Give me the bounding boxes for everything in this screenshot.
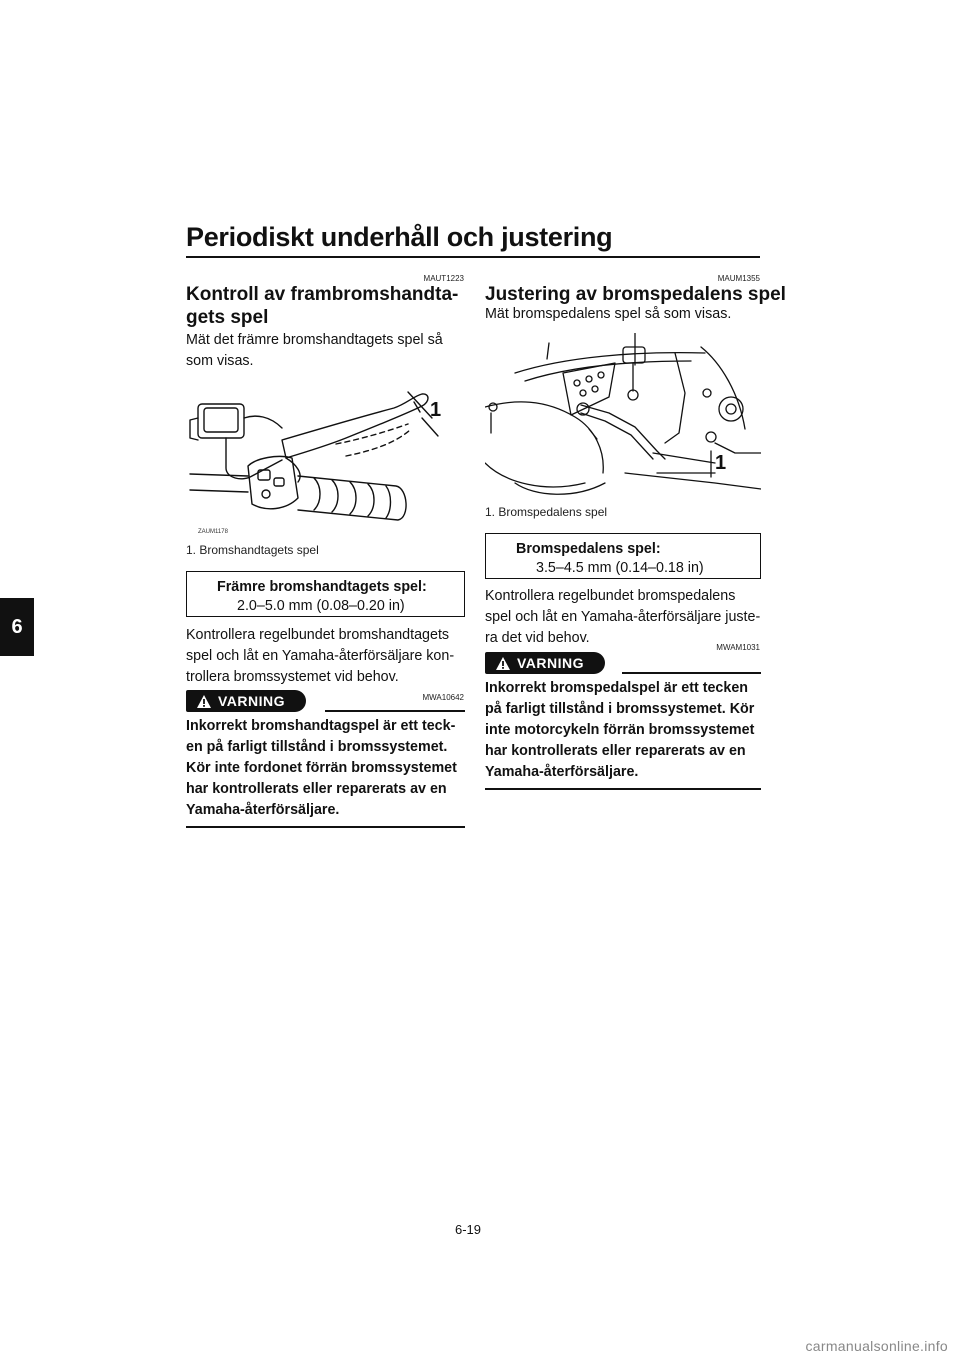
warning-bottom-rule bbox=[485, 788, 761, 790]
warning-badge bbox=[485, 652, 605, 674]
intro-line: Mät det främre bromshandtagets spel så bbox=[186, 332, 443, 348]
page-title: Periodiskt underhåll och justering bbox=[186, 222, 613, 252]
intro-line: Mät bromspedalens spel så som visas. bbox=[485, 306, 732, 322]
section-heading: Justering av bromspedalens spel bbox=[485, 284, 786, 305]
warning-top-rule bbox=[325, 710, 465, 712]
section-heading-line2: gets spel bbox=[186, 307, 269, 328]
warning-text-line: inte motorcykeln förrän bromssystemet bbox=[485, 722, 755, 738]
warning-text-line: Yamaha-återförsäljare. bbox=[485, 764, 639, 780]
figure-callout: 1 bbox=[430, 399, 442, 421]
figure-code: ZAUM1178 bbox=[198, 529, 228, 535]
figure-callout: 1 bbox=[715, 452, 727, 474]
warning-code: MWAM1031 bbox=[716, 643, 760, 652]
page-number: 6-19 bbox=[455, 1222, 482, 1237]
paragraph-line: Kontrollera regelbundet bromshandtagets bbox=[186, 627, 450, 643]
section-heading-line1: Kontroll av frambromshandta- bbox=[186, 284, 459, 305]
paragraph-line: ra det vid behov. bbox=[485, 630, 590, 646]
warning-icon bbox=[196, 694, 212, 709]
warning-icon bbox=[495, 656, 511, 671]
warning-label: VARNING bbox=[218, 693, 286, 709]
spec-value: 3.5–4.5 mm (0.14–0.18 in) bbox=[536, 560, 704, 576]
section-code: MAUT1223 bbox=[423, 274, 464, 283]
warning-top-rule bbox=[622, 672, 761, 674]
warning-text-line: en på farligt tillstånd i bromssystemet. bbox=[186, 739, 448, 755]
figure-caption: 1. Bromspedalens spel bbox=[485, 505, 608, 519]
warning-code: MWA10642 bbox=[422, 693, 464, 702]
warning-bottom-rule bbox=[186, 826, 465, 828]
spec-label: Främre bromshandtagets spel: bbox=[217, 579, 427, 595]
spec-label: Bromspedalens spel: bbox=[516, 541, 661, 557]
warning-text-line: på farligt tillstånd i bromssystemet. Kör bbox=[485, 701, 755, 717]
header-rule bbox=[186, 256, 760, 258]
warning-badge bbox=[186, 690, 306, 712]
paragraph-line: Kontrollera regelbundet bromspedalens bbox=[485, 588, 736, 604]
brake-lever-illustration bbox=[186, 378, 466, 538]
warning-text-line: Yamaha-återförsäljare. bbox=[186, 802, 340, 818]
spec-value: 2.0–5.0 mm (0.08–0.20 in) bbox=[237, 598, 405, 614]
warning-text-line: Kör inte fordonet förrän bromssystemet bbox=[186, 760, 457, 776]
spec-box bbox=[485, 533, 761, 579]
warning-text-line: Inkorrekt bromspedalspel är ett tecken bbox=[485, 680, 748, 696]
chapter-tab: 6 bbox=[0, 598, 34, 656]
intro-line: som visas. bbox=[186, 353, 254, 369]
spec-box bbox=[186, 571, 465, 617]
paragraph-line: trollera bromssystemet vid behov. bbox=[186, 669, 399, 685]
warning-text-line: har kontrollerats eller reparerats av en bbox=[485, 743, 746, 759]
footer-url: carmanualsonline.info bbox=[805, 1338, 948, 1354]
paragraph-line: spel och låt en Yamaha-återförsäljare juste- bbox=[485, 609, 761, 625]
brake-pedal-illustration bbox=[485, 333, 761, 501]
warning-text-line: Inkorrekt bromshandtagspel är ett teck- bbox=[186, 718, 456, 734]
figure-caption: 1. Bromshandtagets spel bbox=[186, 543, 319, 557]
warning-text-line: har kontrollerats eller reparerats av en bbox=[186, 781, 447, 797]
section-code: MAUM1355 bbox=[717, 274, 760, 283]
paragraph-line: spel och låt en Yamaha-återförsäljare kon- bbox=[186, 648, 455, 664]
warning-label: VARNING bbox=[517, 655, 585, 671]
